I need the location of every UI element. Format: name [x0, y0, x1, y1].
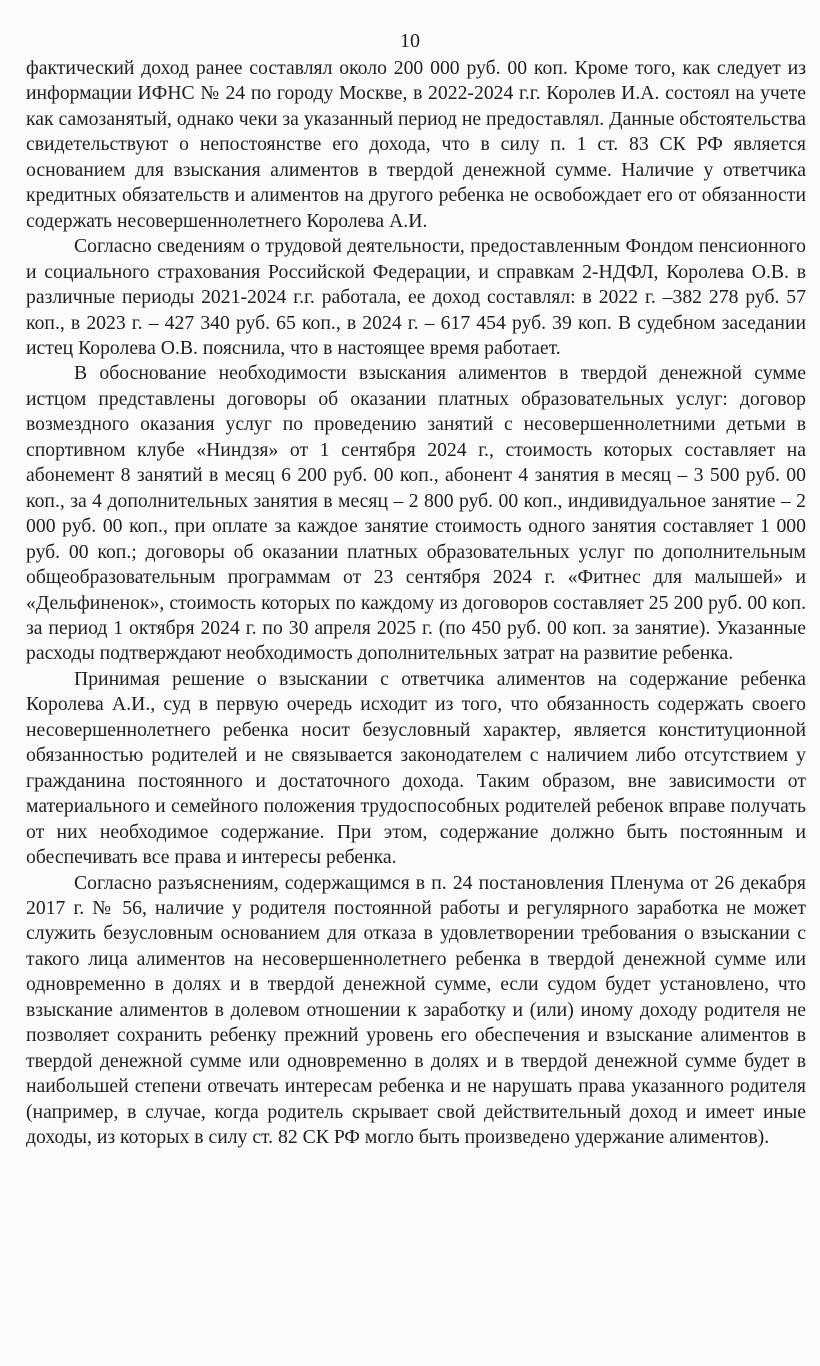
document-body	[26, 56, 806, 1150]
paragraph-1: фактический доход ранее составлял около 200 000 руб. 00 коп. Кроме того, как следует из информации ИФНС № 24 по городу Москве, в 2022-2024 г.г. Королев И.А. состоял на учете как самозанятый, однако чеки за указанный период не предоставлял. Данные обстоятельства свидетельствуют о непостоянстве его дохода, что в силу п. 1 ст. 83 СК РФ является основанием для взыскания алиментов в твердой денежной сумме. Наличие у ответчика кредитных обязательств и алиментов на другого ребенка не освобождает его от обязанности содержать несовершеннолетнего Королева А.И.	[26, 57, 806, 232]
paragraph-4: Принимая решение о взыскании с ответчика алиментов на содержание ребенка Королева А.И., суд в первую очередь исходит из того, что обязанность содержать своего несовершеннолетнего ребенка носит безусловный характер, является конституционной обязанностью родителей и не связывается законодателем с наличием либо отсутствием у гражданина постоянного и достаточного дохода. Таким образом, вне зависимости от материального и семейного положения трудоспособных родителей ребенок вправе получать от них необходимое содержание. При этом, содержание должно быть постоянным и обеспечивать все права и интересы ребенка.	[26, 667, 806, 869]
paragraph-2: Согласно сведениям о трудовой деятельности, предоставленным Фондом пенсионного и социального страхования Российской Федерации, и справкам 2-НДФЛ, Королева О.В. в различные периоды 2021-2024 г.г. работала, ее доход составлял: в 2022 г. –382 278 руб. 57 коп., в 2023 г. – 427 340 руб. 65 коп., в 2024 г. – 617 454 руб. 39 коп. В судебном заседании истец Королева О.В. пояснила, что в настоящее время работает.	[26, 235, 806, 359]
paragraph-5: Согласно разъяснениям, содержащимся в п. 24 постановления Пленума от 26 декабря 2017 г. № 56, наличие у родителя постоянной работы и регулярного заработка не может служить безусловным основанием для отказа в удовлетворении требования о взыскании с такого лица алиментов на несовершеннолетнего ребенка в твердой денежной сумме или одновременно в долях и в твердой денежной сумме, если судом будет установлено, что взыскание алиментов в долевом отношении к заработку и (или) иному доходу родителя не позволяет сохранить ребенку прежний уровень его обеспечения и взыскание алиментов в твердой денежной сумме или одновременно в долях и в твердой денежной сумме будет в наибольшей степени отвечать интересам ребенка и не нарушать права указанного родителя (например, в случае, когда родитель скрывает свой действительный доход и имеет иные доходы, из которых в силу ст. 82 СК РФ могло быть произведено удержание алиментов).	[26, 871, 806, 1149]
paragraph-3: В обоснование необходимости взыскания алиментов в твердой денежной сумме истцом представлены договоры об оказании платных образовательных услуг: договор возмездного оказания услуг по проведению занятий с несовершеннолетними детьми в спортивном клубе «Ниндзя» от 1 сентября 2024 г., стоимость которых составляет на абонемент 8 занятий в месяц 6 200 руб. 00 коп., абонент 4 занятия в месяц – 3 500 руб. 00 коп., за 4 дополнительных занятия в месяц – 2 800 руб. 00 коп., индивидуальное занятие – 2 000 руб. 00 коп., при оплате за каждое занятие стоимость одного занятия составляет 1 000 руб. 00 коп.; договоры об оказании платных образовательных услуг по дополнительным общеобразовательным программам от 23 сентября 2024 г. «Фитнес для малышей» и «Дельфиненок», стоимость которых по каждому из договоров составляет 25 200 руб. 00 коп. за период 1 октября 2024 г. по 30 апреля 2025 г. (по 450 руб. 00 коп. за занятие). Указанные расходы подтверждают необходимость дополнительных затрат на развитие ребенка.	[26, 362, 806, 665]
page-number: 10	[400, 30, 420, 52]
